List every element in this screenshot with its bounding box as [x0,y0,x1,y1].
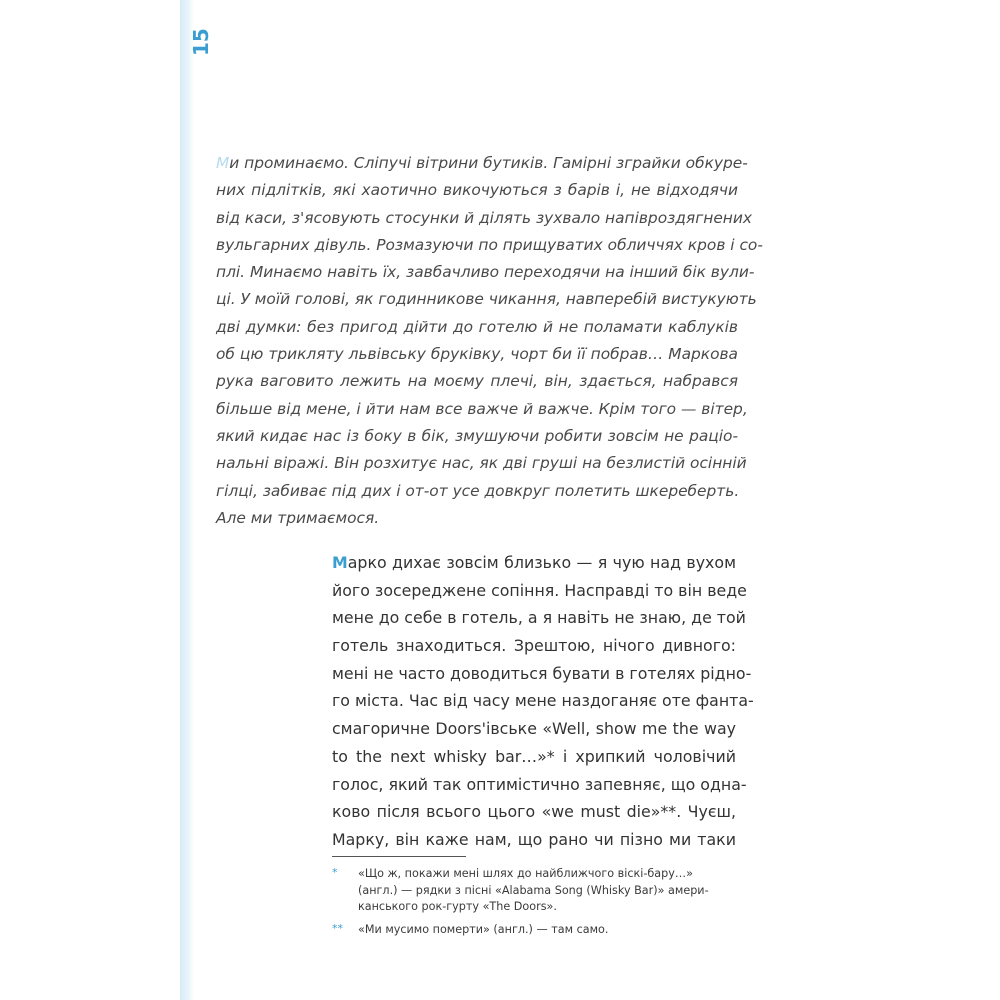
footnote [332,922,752,939]
roman-paragraph-line [332,715,736,743]
line-text: го міста. Час від часу мене наздоганяє оте фанта- [332,691,754,711]
italic-paragraph-line [216,450,747,477]
line-text: об цю триклятy львівську бруківку, чорт би її побрав… Маркова [216,345,738,364]
line-text: від каси, з'ясовують стосунки й ділять зухвало напівроздягнених [216,208,752,227]
line-text: який кидає нас із боку в бік, змушуючи робити зовсім не раціо- [216,426,738,445]
roman-paragraph-line [332,660,752,688]
dropcap-letter: М [216,154,230,172]
roman-paragraph-line [332,743,736,771]
footnote-divider [332,856,466,857]
footnote-line: канського рок-гурту «The Doors». [358,900,557,913]
italic-paragraph-line [216,286,757,313]
italic-paragraph-line [216,259,755,286]
italic-paragraph-line [216,314,738,341]
line-text: to the next whisky bar…»* і хрипкий чоловічий [332,746,736,766]
footnote-mark: * [332,866,338,879]
roman-paragraph-line [332,771,747,799]
line-text: голос, який так оптимістично запевняє, що одна- [332,774,747,794]
page-edge-strip [180,0,194,1000]
italic-paragraph-line [216,205,752,232]
page-number: 15 [189,28,213,56]
line-text: дві думки: без пригод дійти до готелю й не поламати каблуків [216,317,738,336]
italic-paragraph-line [216,505,738,532]
line-text: смагоричне Doors'івське «Well, show me the way [332,719,736,739]
italic-paragraph-line [216,396,748,423]
roman-paragraph-line [332,687,754,715]
italic-paragraph-line [216,368,738,395]
italic-paragraph-line [216,177,738,204]
line-text: мені не часто доводиться бувати в готелях рідно- [332,663,752,683]
line-text: и проминаємо. Сліпучі вітрини бутиків. Гамірні зграйки обкуре- [229,154,748,172]
italic-paragraph-line [216,423,738,450]
roman-paragraph-line [332,604,746,632]
italic-paragraph-line [216,341,738,368]
line-text: арко дихає зовсім близько — я чую над вухом [347,553,736,572]
footnote-mark: ** [332,921,343,935]
line-text: мене до себе в готель, а я навіть не знаю, де той [332,608,746,628]
footnote [332,866,752,916]
line-text: них підлітків, які хаотично викочуються з барів і, не відходячи [216,181,738,200]
italic-paragraph-line [216,150,748,177]
italic-paragraph-line [216,232,763,259]
italic-paragraph [216,150,763,532]
footnotes [332,866,752,944]
line-text: Але ми тримаємося. [216,508,380,527]
line-text: гілці, забиває під дих і от-от усе довкруг полетить шкереберть. [216,481,740,500]
line-text: ці. У моїй голові, як годинникове чикання, навперебій вистукують [216,290,757,309]
footnote-line: «Що ж, покажи мені шлях до найближчого віскі-бару…» [358,867,693,880]
line-text: рука ваговито лежить на моєму плечі, він, здається, набрався [216,372,738,391]
roman-paragraph-line [332,577,747,605]
line-text: Марку, він каже нам, що рано чи пізно ми таки [332,829,736,849]
line-text: його зосереджене сопіння. Насправді то він веде [332,580,747,600]
line-text: нальні віражі. Він розхитує нас, як дві груші на безлистій осінній [216,454,747,473]
line-text: вульгарних дівуль. Розмазуючи по прищуватих обличчях кров і со- [216,235,763,254]
line-text: більше від мене, і йти нам все важче й важче. Крім того — вітер, [216,399,748,418]
roman-paragraph [332,549,754,854]
italic-paragraph-line [216,478,738,505]
footnote-line: (англ.) — рядки з пісні «Alabama Song (Whisky Bar)» амери- [358,883,709,897]
line-text: готель знаходиться. Зрештою, нічого дивного: [332,636,736,656]
line-text: плі. Минаємо навіть їх, завбачливо переходячи на інший бік вули- [216,263,755,282]
line-text: ково після всього цього «we must die»**. Чуєш, [332,802,736,822]
roman-paragraph-line [332,549,736,577]
roman-paragraph-line [332,826,736,854]
roman-paragraph-line [332,798,736,826]
roman-paragraph-line [332,632,736,660]
footnote-line: «Ми мусимо померти» (англ.) — там само. [358,922,609,936]
dropcap-letter: М [332,553,348,572]
